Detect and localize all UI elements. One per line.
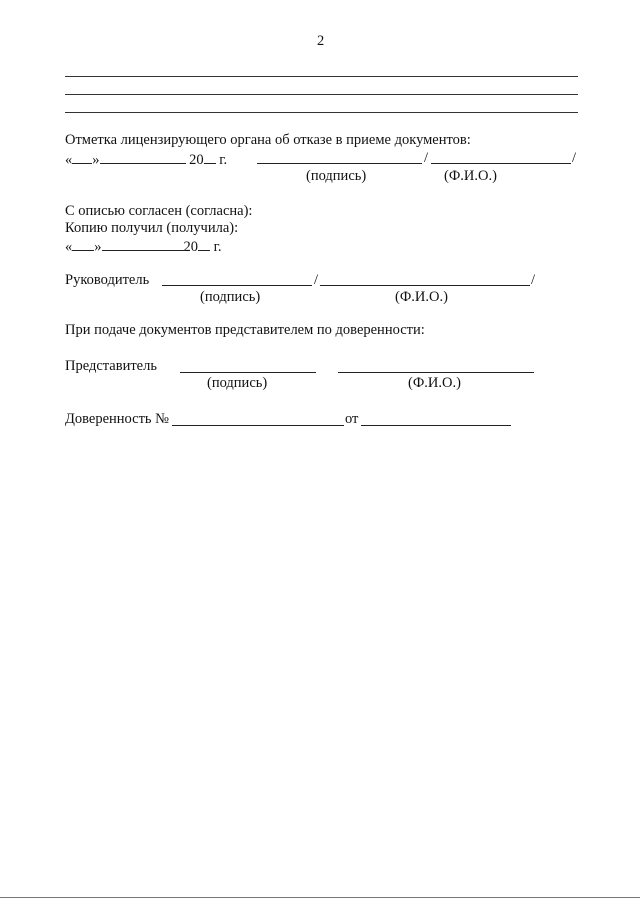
head-signature-blank[interactable] [162,273,312,286]
year-blank[interactable] [204,151,216,164]
representative-label: Представитель [65,358,157,374]
power-of-attorney-number-blank[interactable] [172,413,344,426]
month-blank[interactable] [102,238,184,251]
head-signature-caption: (подпись) [200,289,261,305]
month-blank[interactable] [100,151,186,164]
head-fio-blank[interactable] [320,273,530,286]
quote-close: » [94,239,102,255]
day-blank[interactable] [72,238,94,251]
refusal-slash-2: / [572,150,577,166]
year-prefix: 20 [183,239,198,255]
head-label: Руководитель [65,272,150,288]
page-number: 2 [317,33,325,49]
refusal-slash-1: / [424,150,429,166]
year-blank[interactable] [198,238,210,251]
quote-open: « [65,152,73,168]
refusal-fio-caption: (Ф.И.О.) [444,168,497,184]
refusal-heading: Отметка лицензирующего органа об отказе в приеме документов: [65,132,471,148]
ruled-line-2 [65,94,578,95]
power-of-attorney-label: Доверенность № [65,411,169,427]
consent-date-line [65,238,222,255]
proxy-note: При подаче документов представителем по доверенности: [65,322,425,338]
quote-open: « [65,239,73,255]
representative-signature-blank[interactable] [180,360,316,373]
year-prefix: 20 [189,152,204,168]
refusal-signature-caption: (подпись) [306,168,367,184]
refusal-signature-blank[interactable] [257,151,422,164]
head-fio-caption: (Ф.И.О.) [395,289,448,305]
representative-fio-blank[interactable] [338,360,534,373]
ruled-line-1 [65,76,578,77]
consent-line-2: Копию получил (получила): [65,220,239,236]
head-slash-2: / [531,272,536,288]
year-suffix: г. [219,152,228,168]
ruled-line-3 [65,112,578,113]
refusal-fio-blank[interactable] [431,151,571,164]
representative-signature-caption: (подпись) [207,375,268,391]
head-slash-1: / [314,272,319,288]
quote-close: » [92,152,100,168]
bottom-edge-line [0,897,640,898]
power-of-attorney-date-blank[interactable] [361,413,511,426]
power-of-attorney-from-label: от [345,411,359,427]
day-blank[interactable] [72,151,92,164]
consent-line-1: С описью согласен (согласна): [65,203,253,219]
representative-fio-caption: (Ф.И.О.) [408,375,461,391]
year-suffix: г. [213,239,222,255]
refusal-date-line [65,151,227,168]
